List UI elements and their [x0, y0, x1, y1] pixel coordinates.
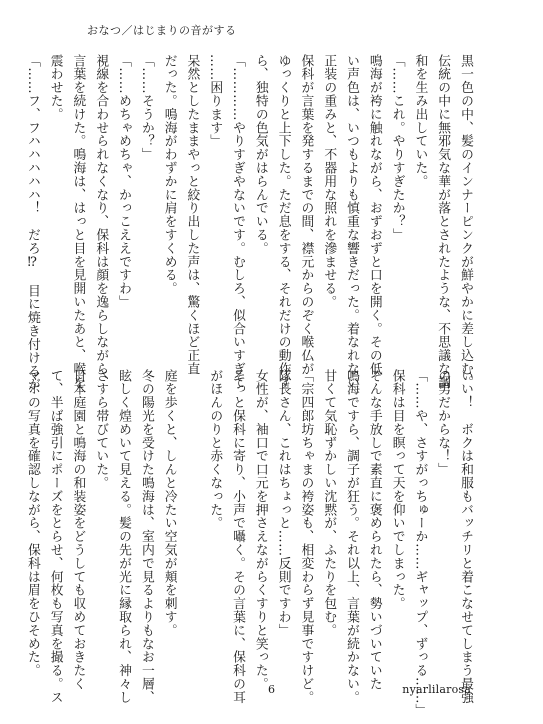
- text-column: い声色は、いつもよりも慎重な響きだった。着なれない: [344, 54, 360, 389]
- text-column: 眩しく煌めいて見える。髪の先が光に縁取られ、神々し: [116, 369, 132, 704]
- author-signature: nyarlilarosa: [402, 683, 471, 696]
- text-column: 和を生み出していた。: [412, 54, 428, 188]
- text-column: そんな手放しで素直に褒められたら、勢いづいていた: [366, 369, 382, 691]
- text-column: ら、独特の色気がはらんでいる。: [252, 54, 268, 255]
- text-column: マホの写真を確認しながら、保科は眉をひそめた。: [24, 369, 40, 678]
- text-column: 正装の重みと、不器用な照れを滲ませる。: [321, 54, 337, 309]
- text-column: 「……これ。やりすぎたか？」: [389, 54, 405, 242]
- text-column: がほんのりと赤くなった。: [207, 369, 223, 530]
- header-title: おなつ／はじまりの音がする: [87, 24, 237, 37]
- text-column: 呆然としたままやっと絞り出した声は、驚くほど正直: [184, 54, 200, 376]
- text-column: 視線を合わせられなくなり、保科は顔を逸らしながら、: [93, 54, 109, 389]
- text-column: て、半ば強引にポーズをとらせ、何枚も写真を撮る。ス: [47, 369, 63, 704]
- text-column: 黒一色の中、髪のインナーピンクが鮮やかに差し込む。: [458, 54, 473, 389]
- text-column: 「……めちゃめちゃ、かっこええですわ」: [116, 54, 132, 309]
- text-column: 女性が、袖口で口元を押さえながらくすりと笑った。: [252, 369, 268, 691]
- text-column: 「宗四郎坊ちゃまの袴姿も、相変わらず見事ですけど。: [298, 369, 314, 704]
- text-column: 庭を歩くと、しんと冷たい空気が頬を刺す。: [161, 369, 177, 637]
- text-column: 「……や、さすがっちゅーか……ギャップ、ずっる……」: [412, 369, 428, 718]
- text-block-upper: [20, 54, 476, 392]
- text-column: 鳴海が袴に触れながら、おずおずと口を開く。その低: [366, 54, 382, 376]
- text-column: の男だからな！」: [435, 369, 451, 477]
- text-column: だった。鳴海がわずかに肩をすくめる。: [161, 54, 177, 296]
- text-column: ゆっくりと上下した。ただ息をする、それだけの動作す: [275, 54, 291, 389]
- page-number: 6: [268, 683, 275, 696]
- text-column: 「……フ、フハハハハハ！ だろ⁉ 目に焼き付けるが: [24, 54, 40, 392]
- text-column: [184, 369, 199, 382]
- text-column: 日本庭園と鳴海の和装姿をどうしても収めておきたく: [70, 369, 86, 691]
- text-column: 震わせた。: [47, 54, 63, 121]
- text-column: さすら帯びていた。: [93, 369, 109, 490]
- text-column: 鳴海ですら、調子が狂う。それ以上、言葉が続かない。: [344, 369, 360, 704]
- text-column: そっと保科に寄り、小声で囁く。その言葉に、保科の耳: [230, 369, 246, 704]
- text-column: 甘くて気恥ずかしい沈黙が、ふたりを包む。: [321, 369, 337, 637]
- text-column: 言葉を続けた。鳴海は、はっと目を見開いたあと、喉を: [70, 54, 86, 389]
- text-column: いい！ ボクは和服もバッチリと着こなせてしまう最強: [458, 369, 473, 704]
- text-column: 保科は目を瞑って天を仰いでしまった。: [389, 369, 405, 611]
- text-column: 冬の陽光を受けた鳴海は、室内で見るよりもなお一層、: [138, 369, 154, 704]
- text-column: 「……そうか？」: [138, 54, 154, 162]
- text-column: 伝統の中に無邪気な華が落とされたような、不思議な調: [435, 54, 451, 389]
- text-column: 保科が言葉を発するまでの間、襟元からのぞく喉仏が: [298, 54, 314, 376]
- text-column: ……困ります」: [207, 54, 223, 148]
- text-column: 「…………やりすぎやないです。むしろ、似合いすぎて: [230, 54, 246, 389]
- text-column: 隊長さん、これはちょっと……反則ですわ」: [275, 369, 291, 637]
